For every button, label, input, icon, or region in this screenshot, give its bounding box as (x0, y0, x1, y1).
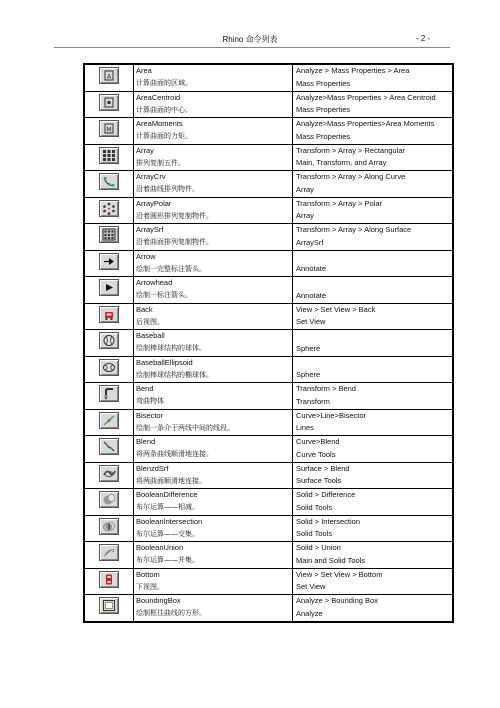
command-name: BlenzdSrf (136, 463, 169, 473)
bisector-icon (99, 412, 119, 429)
command-icon-cell (84, 330, 134, 357)
toolbar-group: Sphere (296, 370, 321, 379)
menu-path: Transform > Array > Along Surface (296, 225, 412, 234)
toolbar-group: Mass Properties (296, 78, 351, 88)
table-row (84, 171, 453, 198)
svg-text:A: A (106, 73, 112, 81)
menu-path: Solid > Intersection (296, 516, 360, 526)
menu-path: Analyze > Mass Properties > Area (296, 66, 410, 75)
command-description: 将两条曲线顺滑地连接。 (136, 450, 213, 458)
table-row (84, 489, 453, 516)
command-description: 沿着曲面排列复制物件。 (136, 238, 213, 246)
command-name: Blend (136, 437, 156, 446)
menu-path: Curve>Blend (296, 437, 340, 446)
toolbar-group: Array (296, 184, 314, 194)
command-name: AreaCentroid (136, 92, 181, 102)
command-name-cell (134, 330, 293, 357)
command-menu-cell (293, 277, 454, 304)
command-icon-cell (84, 568, 134, 595)
command-name-cell (134, 197, 293, 224)
table-row (84, 64, 453, 91)
command-menu-cell (293, 171, 454, 198)
command-name: BooleanDifference (136, 490, 198, 499)
boolean-union-icon (99, 544, 119, 561)
command-name-cell (134, 91, 293, 118)
command-description: 沿着曲线排列物件。 (136, 185, 199, 193)
command-description: 排列复制五件。 (136, 158, 185, 167)
command-name-cell (134, 144, 293, 171)
command-name-cell (134, 542, 293, 569)
menu-path: Analyze > Bounding Box (296, 596, 378, 605)
command-name-cell (134, 64, 293, 91)
command-description: 后视图。 (136, 317, 164, 326)
table-row (84, 542, 453, 569)
bend-icon (99, 385, 119, 402)
command-icon-cell (84, 436, 134, 463)
command-menu-cell (293, 568, 454, 595)
command-name-cell (134, 303, 293, 330)
command-icon-cell (84, 197, 134, 224)
table-row (84, 303, 453, 330)
menu-path: Analyze>Mass Properties>Area Moments (296, 119, 435, 128)
command-name: Bend (136, 384, 154, 393)
command-description: 布尔运算——相减。 (136, 503, 199, 511)
command-name: BaseballEllipsoid (136, 357, 193, 367)
table-row (84, 462, 453, 489)
toolbar-group: Mass Properties (296, 131, 351, 141)
command-name-cell (134, 515, 293, 542)
command-name-cell (134, 436, 293, 463)
toolbar-group: Main and Solid Tools (296, 555, 366, 565)
toolbar-group: Annotate (296, 264, 327, 273)
area-icon (99, 67, 119, 84)
command-description: 绘制一标注箭头。 (136, 291, 192, 299)
array-icon (99, 147, 119, 164)
menu-path: Transform > Array > Rectangular (296, 145, 405, 155)
command-description: 绘制棒球结构的椭球体。 (136, 370, 213, 379)
command-menu-cell (293, 197, 454, 224)
command-name: ArrayCrv (136, 172, 166, 181)
command-name-cell (134, 171, 293, 198)
header-rule (54, 47, 450, 48)
command-description: 绘制一条介于两线中间的线段。 (136, 423, 234, 432)
command-name: BooleanUnion (136, 543, 184, 552)
command-name-cell (134, 383, 293, 410)
command-icon-cell (84, 250, 134, 277)
command-name: ArraySrf (136, 225, 164, 234)
menu-path: Analyze>Mass Properties > Area Centroid (296, 92, 436, 102)
command-description: 下视图。 (136, 582, 164, 591)
command-menu-cell (293, 250, 454, 277)
menu-path (293, 357, 452, 370)
toolbar-group: ArraySrf (296, 237, 324, 247)
toolbar-group: Main, Transform, and Array (296, 158, 387, 167)
table-row (84, 277, 453, 304)
area-centroid-icon (99, 94, 119, 111)
command-description: 布尔运算——交集。 (136, 529, 199, 538)
command-icon-cell (84, 118, 134, 145)
command-menu-cell (293, 409, 454, 436)
table-row (84, 91, 453, 118)
array-curve-icon (99, 173, 119, 190)
command-name: AreaMoments (136, 119, 183, 128)
area-moments-icon (99, 120, 119, 137)
command-icon-cell (84, 64, 134, 91)
command-menu-cell (293, 436, 454, 463)
table-row (84, 409, 453, 436)
toolbar-group: Set View (296, 582, 326, 591)
menu-path: View > Set View > Bottom (296, 569, 383, 579)
command-menu-cell (293, 118, 454, 145)
command-menu-cell (293, 303, 454, 330)
command-menu-cell (293, 383, 454, 410)
toolbar-group: Sphere (296, 343, 321, 353)
menu-path: Solid > Difference (296, 490, 356, 499)
command-icon-cell (84, 462, 134, 489)
menu-path: Curve>Line>Bisector (296, 410, 367, 420)
array-polar-icon (99, 200, 119, 217)
command-name: ArrayPolar (136, 198, 172, 208)
command-menu-cell (293, 515, 454, 542)
table-row (84, 118, 453, 145)
toolbar-group: Array (296, 211, 314, 220)
table-row (84, 568, 453, 595)
baseball-icon (99, 332, 119, 349)
table-row (84, 250, 453, 277)
toolbar-group: Curve Tools (296, 449, 336, 459)
bounding-box-icon (99, 597, 119, 614)
command-menu-cell (293, 462, 454, 489)
table-row (84, 515, 453, 542)
command-name: BoundingBox (136, 596, 181, 605)
command-name-cell (134, 277, 293, 304)
command-icon-cell (84, 91, 134, 118)
command-icon-cell (84, 595, 134, 622)
boolean-intersection-icon (99, 518, 119, 535)
command-description: 沿着圆形排列复制物件。 (136, 211, 213, 220)
command-name-cell (134, 595, 293, 622)
command-icon-cell (84, 383, 134, 410)
bottom-view-icon (99, 571, 119, 588)
menu-path: Solid > Union (296, 543, 341, 552)
command-name: Bottom (136, 569, 160, 579)
toolbar-group: Mass Properties (296, 105, 351, 114)
back-view-icon (99, 306, 119, 323)
toolbar-group: Transform (296, 396, 330, 406)
command-icon-cell (84, 277, 134, 304)
command-name-cell (134, 409, 293, 436)
command-icon-cell (84, 224, 134, 251)
arrowhead-icon (99, 279, 119, 296)
menu-path (293, 251, 452, 264)
command-icon-cell (84, 144, 134, 171)
command-description: 弯曲物体 (136, 397, 164, 405)
command-name-cell (134, 250, 293, 277)
command-icon-cell (84, 303, 134, 330)
command-description: 绘制棒球结构的球体。 (136, 344, 206, 352)
menu-path: Surface > Blend (296, 463, 350, 473)
command-menu-cell (293, 224, 454, 251)
menu-path: Transform > Array > Polar (296, 198, 383, 208)
command-name-cell (134, 462, 293, 489)
command-menu-cell (293, 489, 454, 516)
toolbar-group: Analyze (296, 608, 323, 618)
table-row (84, 595, 453, 622)
command-menu-cell (293, 91, 454, 118)
menu-path (293, 277, 452, 290)
command-name-cell (134, 118, 293, 145)
command-name: BooleanIntersection (136, 516, 203, 526)
arrow-icon (99, 253, 119, 270)
command-description: 布尔运算——并集。 (136, 556, 199, 564)
table-row (84, 436, 453, 463)
page-number: - 2 - (416, 34, 431, 43)
command-description: 计算曲面的力矩。 (136, 132, 192, 140)
toolbar-group: Solid Tools (296, 502, 333, 512)
boolean-difference-icon (99, 491, 119, 508)
command-name-cell (134, 489, 293, 516)
table-row (84, 197, 453, 224)
command-name: Baseball (136, 331, 165, 340)
command-description: 计算曲面的中心。 (136, 105, 192, 114)
command-menu-cell (293, 595, 454, 622)
command-menu-cell (293, 144, 454, 171)
command-menu-cell (293, 64, 454, 91)
table-row (84, 356, 453, 383)
command-icon-cell (84, 515, 134, 542)
command-icon-cell (84, 542, 134, 569)
command-icon-cell (84, 171, 134, 198)
command-description: 绘制框住曲线的方形。 (136, 609, 206, 617)
toolbar-group: Lines (296, 423, 314, 432)
command-name: Bisector (136, 410, 164, 420)
table-row (84, 144, 453, 171)
array-surface-icon (99, 226, 119, 243)
toolbar-group: Surface Tools (296, 476, 342, 485)
menu-path: View > Set View > Back (296, 304, 376, 314)
command-name-cell (134, 224, 293, 251)
toolbar-group: Set View (296, 317, 326, 326)
command-description: 绘制一完整标注箭头。 (136, 264, 206, 273)
baseball-ellipsoid-icon (99, 359, 119, 376)
command-description: 计算曲面的区域。 (136, 79, 192, 87)
blend-icon (99, 438, 119, 455)
command-name: Area (136, 66, 152, 75)
command-name: Arrowhead (136, 278, 173, 287)
command-menu-cell (293, 542, 454, 569)
command-name-cell (134, 356, 293, 383)
command-menu-cell (293, 356, 454, 383)
command-icon-cell (84, 489, 134, 516)
command-name: Back (136, 304, 153, 314)
menu-path (293, 330, 452, 343)
command-name: Arrow (136, 251, 156, 261)
command-name: Array (136, 145, 154, 155)
toolbar-group: Solid Tools (296, 529, 333, 538)
blend-surface-icon (99, 465, 119, 482)
page-header (0, 32, 500, 46)
command-icon-cell (84, 356, 134, 383)
command-icon-cell (84, 409, 134, 436)
table-row (84, 383, 453, 410)
header-title: Rhino 命令列表 (222, 35, 278, 44)
svg-text:M: M (106, 126, 112, 134)
command-description: 将两曲面顺滑地连接。 (136, 476, 206, 485)
table-row (84, 330, 453, 357)
command-menu-cell (293, 330, 454, 357)
command-table (83, 63, 454, 623)
menu-path: Transform > Bend (296, 384, 356, 393)
table-row (84, 224, 453, 251)
command-name-cell (134, 568, 293, 595)
toolbar-group: Annotate (296, 290, 327, 300)
menu-path: Transform > Array > Along Curve (296, 172, 406, 181)
